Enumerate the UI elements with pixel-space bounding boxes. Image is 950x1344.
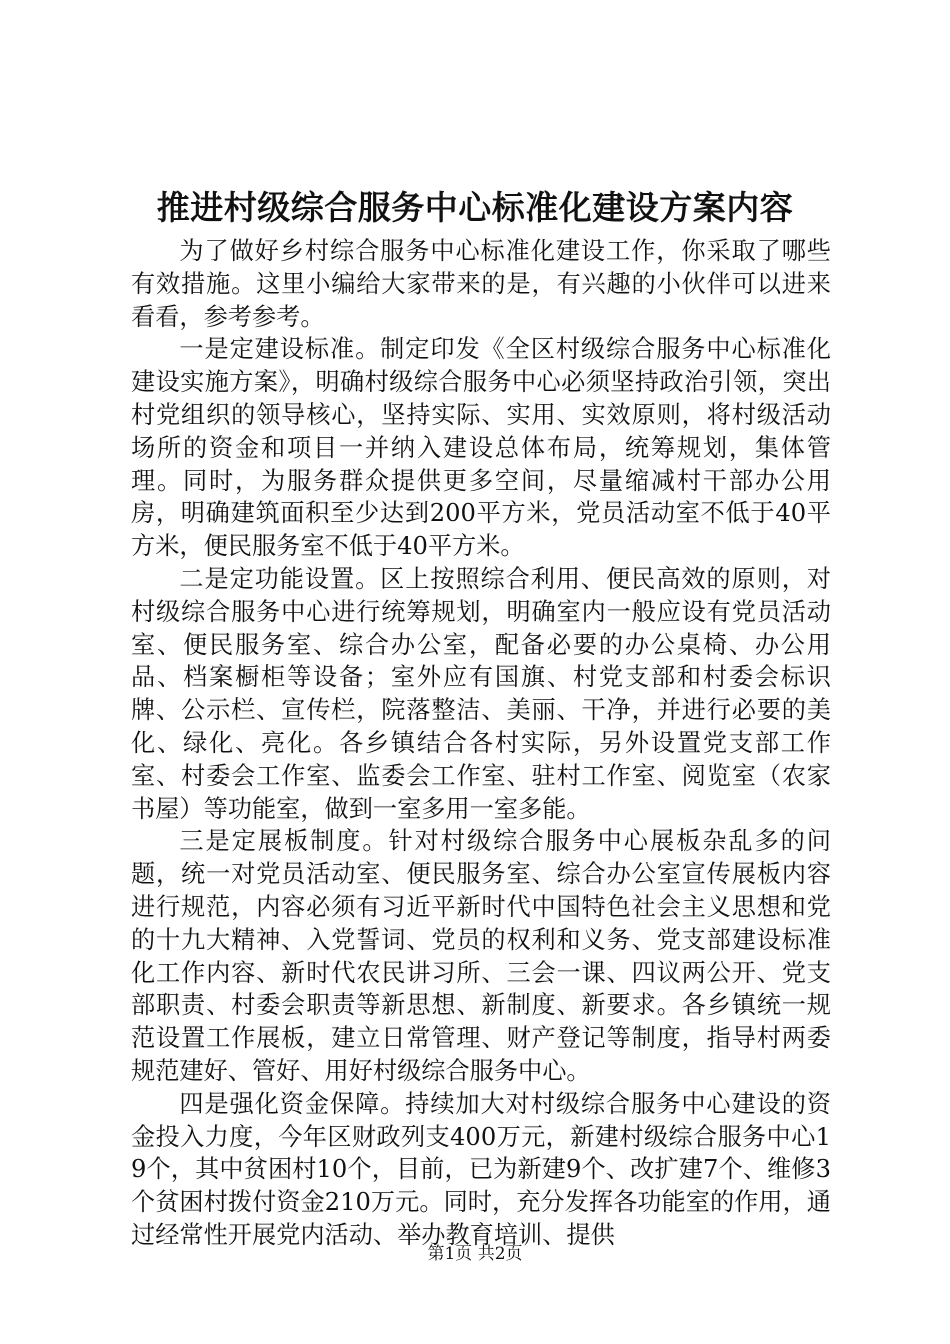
page-number-footer: 第1页 共2页 [427, 1244, 523, 1264]
paragraph-display-boards: 三是定展板制度。针对村级综合服务中心展板杂乱多的问题，统一对党员活动室、便民服务室、综合办公室宣传展板内容进行规范，内容必须有习近平新时代中国特色社会主义思想和党的十九大精神、入党誓词、党员的权利和义务、党支部建设标准化工作内容、新时代农民讲习所、三会一课、四议两公开、党支部职责、村委会职责等新思想、新制度、新要求。各乡镇统一规范设置工作展板，建立日常管理、财产登记等制度，指导村两委规范建好、管好、用好村级综合服务中心。 [131, 827, 831, 1085]
document-title: 推进村级综合服务中心标准化建设方案内容 [156, 188, 794, 227]
paragraph-intro: 为了做好乡村综合服务中心标准化建设工作，你采取了哪些有效措施。这里小编给大家带来的是，有兴趣的小伙伴可以进来看看，参考参考。 [131, 237, 831, 331]
paragraph-standards: 一是定建设标准。制定印发《全区村级综合服务中心标准化建设实施方案》，明确村级综合服务中心必须坚持政治引领，突出村党组织的领导核心，坚持实际、实用、实效原则，将村级活动场所的资金和项目一并纳入建设总体布局，统筹规划，集体管理。同时，为服务群众提供更多空间，尽量缩减村干部办公用房，明确建筑面积至少达到200平方米，党员活动室不低于40平方米，便民服务室不低于40平方米。 [131, 335, 831, 561]
paragraph-functions: 二是定功能设置。区上按照综合利用、便民高效的原则，对村级综合服务中心进行统筹规划，明确室内一般应设有党员活动室、便民服务室、综合办公室，配备必要的办公桌椅、办公用品、档案橱柜等设备；室外应有国旗、村党支部和村委会标识牌、公示栏、宣传栏，院落整洁、美丽、干净，并进行必要的美化、绿化、亮化。各乡镇结合各村实际，另外设置党支部工作室、村委会工作室、监委会工作室、驻村工作室、阅览室（农家书屋）等功能室，做到一室多用一室多能。 [131, 564, 831, 823]
document-body [131, 235, 831, 1252]
paragraph-funding: 四是强化资金保障。持续加大对村级综合服务中心建设的资金投入力度，今年区财政列支400万元，新建村级综合服务中心19个，其中贫困村10个，目前，已为新建9个、改扩建7个、维修3个贫困村拨付资金210万元。同时，充分发挥各功能室的作用，通过经常性开展党内活动、举办教育培训、提供 [131, 1089, 831, 1249]
